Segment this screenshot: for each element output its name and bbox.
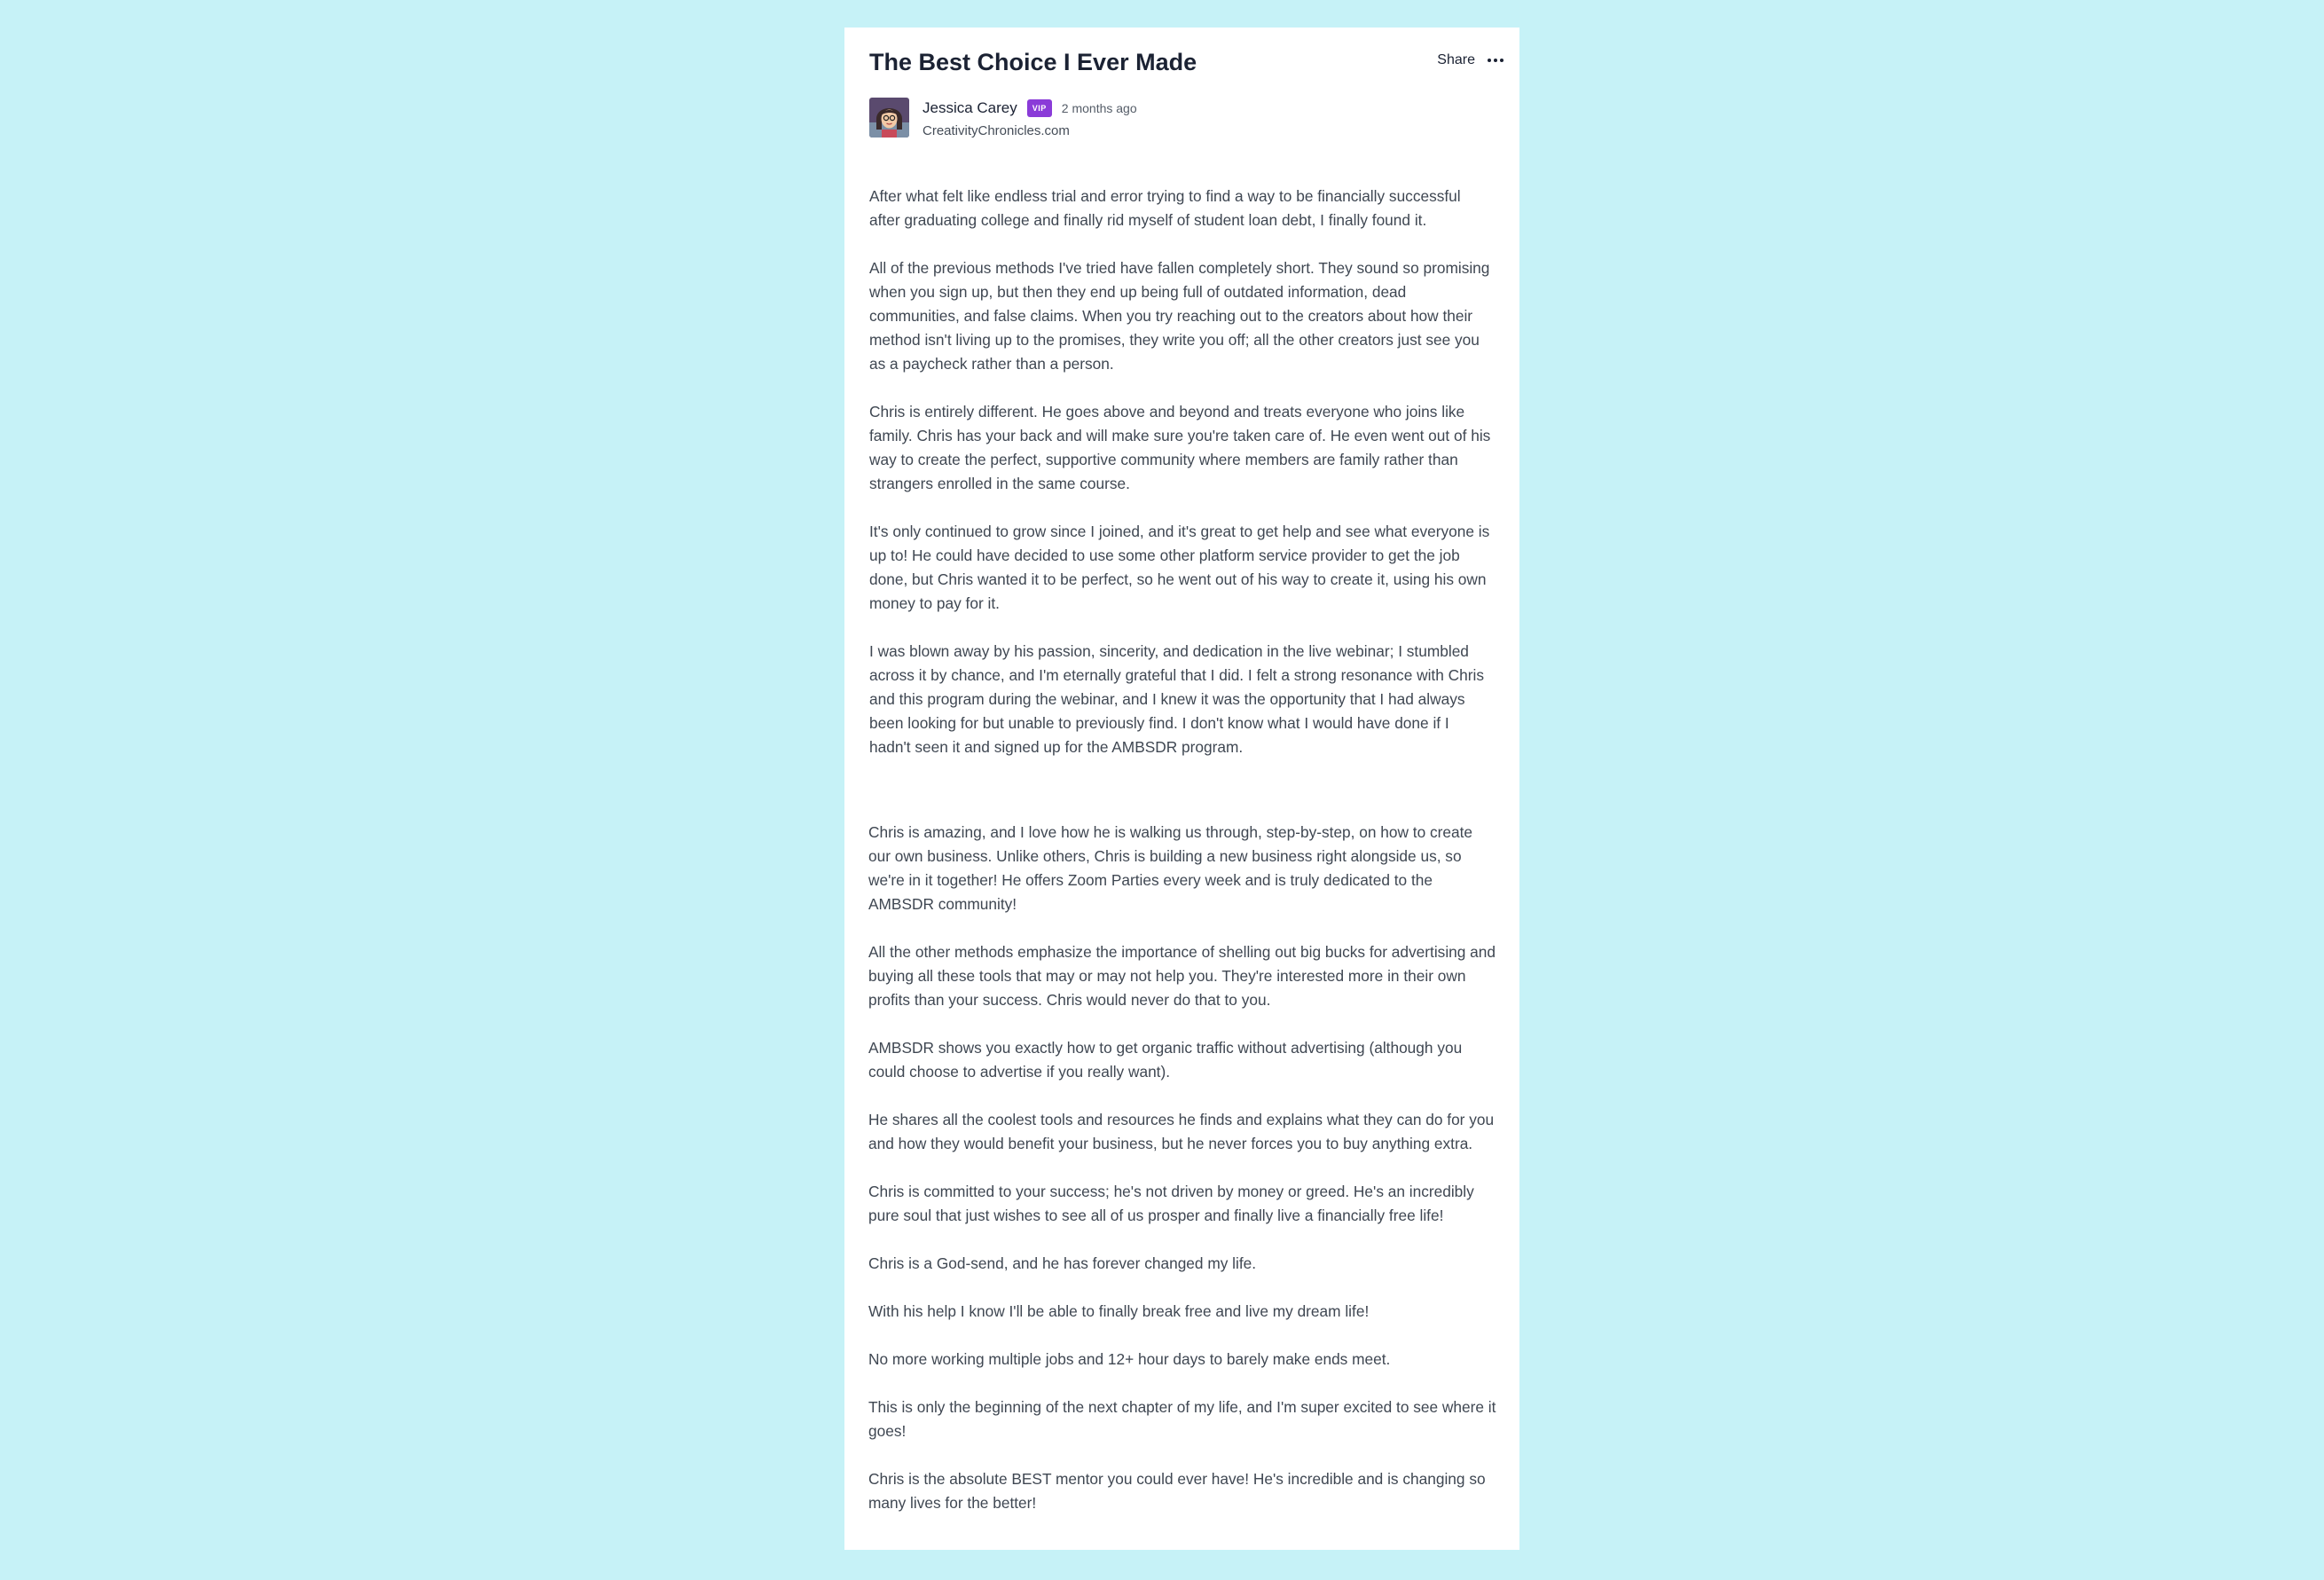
post-paragraph: He shares all the coolest tools and resources he finds and explains what they can do for you and how they would benefit your business, but he never forces you to buy anything extra. bbox=[868, 1111, 1495, 1152]
post-paragraph: I was blown away by his passion, sincerity, and dedication in the live webinar; I stumbled across it by chance, and I'm eternally grateful that I did. I felt a strong resonance with Chris and this program during the webinar, and I knew it was the opportunity that I had always been looking for but unable to previously find. I don't know what I would have done if I hadn't seen it and signed up for the AMBSDR program. bbox=[869, 642, 1484, 756]
ellipsis-icon[interactable] bbox=[1488, 57, 1504, 64]
post-paragraph: After what felt like endless trial and error trying to find a way to be financially successful after graduating college and finally rid myself of student loan debt, I finally found it. bbox=[869, 187, 1461, 229]
post-title: The Best Choice I Ever Made bbox=[869, 49, 1197, 75]
post-paragraph: All of the previous methods I've tried have fallen completely short. They sound so promising when you sign up, but then they end up being full of outdated information, dead communities, and false claims. When you try reaching out to the creators about how their method isn't living up to the promises, they write you off; all the other creators just see you as a paycheck rather than a person. bbox=[869, 259, 1490, 373]
post-paragraph: Chris is a God-send, and he has forever changed my life. bbox=[868, 1254, 1257, 1272]
post-paragraph: This is only the beginning of the next chapter of my life, and I'm super excited to see where it goes! bbox=[868, 1398, 1496, 1440]
vip-badge: VIP bbox=[1027, 99, 1052, 117]
post-paragraph: AMBSDR shows you exactly how to get organic traffic without advertising (although you could choose to advertise if you really want). bbox=[868, 1039, 1463, 1081]
post-paragraph: All the other methods emphasize the importance of shelling out big bucks for advertising and buying all these tools that may or may not help you. They're interested more in their own profits than your success. Chris would never do that to you. bbox=[868, 943, 1496, 1009]
author-row bbox=[923, 99, 1137, 117]
author-avatar[interactable] bbox=[869, 98, 909, 138]
post-paragraph: Chris is entirely different. He goes above and beyond and treats everyone who joins like family. Chris has your back and will make sure you're taken care of. He even went out of his way to create the perfect, supportive community where members are family rather than strangers enrolled in the same course. bbox=[869, 403, 1491, 492]
post-paragraph: With his help I know I'll be able to finally break free and live my dream life! bbox=[868, 1302, 1370, 1320]
author-name[interactable]: Jessica Carey bbox=[923, 99, 1017, 116]
post-card bbox=[844, 28, 1519, 1550]
post-paragraph: It's only continued to grow since I joined, and it's great to get help and see what everyone is up to! He could have decided to use some other platform service provider to get the job done, but Chris wanted it to be perfect, so he went out of his way to create it, using his own money to pay for it. bbox=[869, 523, 1490, 612]
post-paragraph: Chris is amazing, and I love how he is walking us through, step-by-step, on how to create our own business. Unlike others, Chris is building a new business right alongside us, so we're in it together! He offers Zoom Parties every week and is truly dedicated to the AMBSDR community! bbox=[868, 823, 1473, 913]
post-paragraph: No more working multiple jobs and 12+ hour days to barely make ends meet. bbox=[868, 1350, 1391, 1368]
post-body-bottom bbox=[868, 821, 1498, 1539]
post-timestamp: 2 months ago bbox=[1061, 101, 1137, 115]
post-paragraph: Chris is committed to your success; he's not driven by money or greed. He's an incredibly pure soul that just wishes to see all of us prosper and finally live a financially free life! bbox=[868, 1183, 1474, 1224]
post-paragraph: Chris is the absolute BEST mentor you could ever have! He's incredible and is changing so many lives for the better! bbox=[868, 1470, 1486, 1512]
post-actions bbox=[1437, 52, 1504, 68]
share-button[interactable]: Share bbox=[1437, 52, 1475, 67]
avatar-image bbox=[869, 98, 909, 138]
author-website[interactable]: CreativityChronicles.com bbox=[923, 123, 1070, 138]
post-body-top bbox=[869, 185, 1495, 783]
